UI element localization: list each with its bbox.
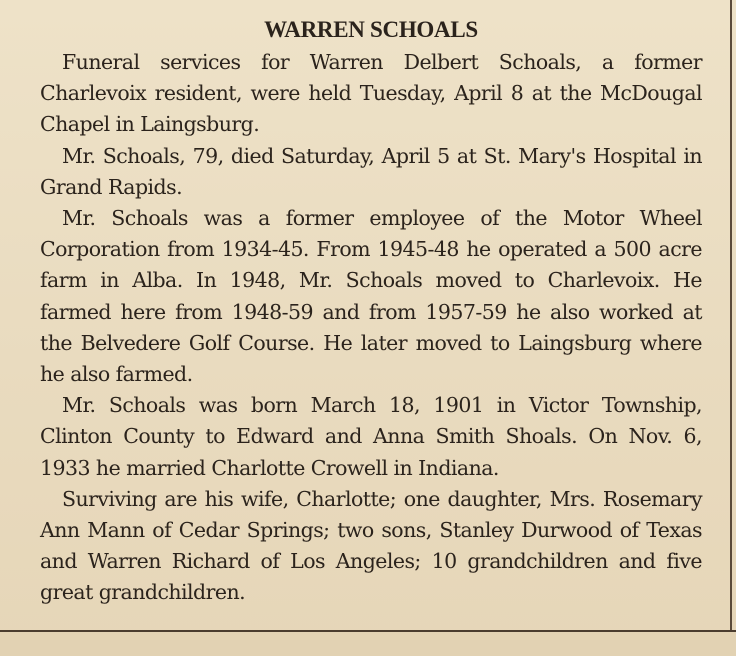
- article-paragraph-birth: Mr. Schoals was born March 18, 1901 in Victor Township, Clinton County to Edward and Anna Smith Shoals. On Nov. 6, 1933 he married Charlotte Crowell in Indiana.: [40, 393, 702, 480]
- clipping-right-edge: [730, 0, 732, 632]
- article-headline: WARREN SCHOALS: [264, 17, 478, 42]
- article-paragraph-career: Mr. Schoals was a former employee of the Motor Wheel Corporation from 1934-45. From 1945-48 he operated a 500 acre farm in Alba. In 1948, Mr. Schoals moved to Charlevoix. He farmed here from 1948-59 and from 1957-59 he also worked at the Belvedere Golf Course. He later moved to Laingsburg where he also farmed.: [40, 206, 702, 387]
- obituary-article: [40, 14, 702, 609]
- clipping-margin: [0, 632, 736, 656]
- article-paragraph-death: Mr. Schoals, 79, died Saturday, April 5 at St. Mary's Hospital in Grand Rapids.: [40, 143, 702, 199]
- article-paragraph-funeral: Funeral services for Warren Delbert Schoals, a former Charlevoix resident, were held Tuesday, April 8 at the McDougal Chapel in Laingsburg.: [40, 50, 702, 137]
- article-paragraph-survivors: Surviving are his wife, Charlotte; one daughter, Mrs. Rosemary Ann Mann of Cedar Springs; two sons, Stanley Durwood of Texas and Warren Richard of Los Angeles; 10 grandchildren and five great grandchildren.: [40, 486, 702, 605]
